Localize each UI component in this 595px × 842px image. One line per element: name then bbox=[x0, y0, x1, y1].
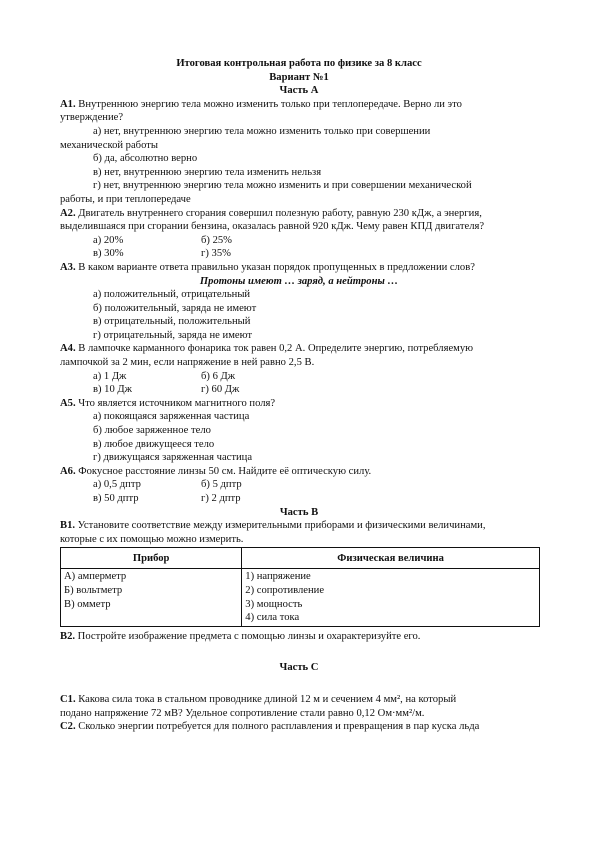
part-a-heading: Часть А bbox=[279, 85, 319, 97]
question-text: Двигатель внутреннего сгорания совершил полезную работу, равную 230 кДж, а энергия, bbox=[75, 207, 482, 219]
answer-option: б) 6 Дж bbox=[201, 370, 236, 382]
answer-option: в) любое движущееся тело bbox=[93, 438, 215, 450]
variant-label: Вариант №1 bbox=[269, 71, 329, 83]
question-text: В лампочке карманного фонарика ток равен 0,2 А. Определите энергию, потребляемую bbox=[75, 343, 474, 355]
question-text: выделившаяся при сгорании бензина, оказалась равной 920 кДж. Чему равен КПД двигателя? bbox=[60, 221, 485, 233]
question-label: С1. bbox=[60, 693, 76, 705]
answer-option: г) отрицательный, заряда не имеют bbox=[93, 329, 252, 341]
part-c-heading: Часть С bbox=[279, 662, 319, 674]
question-b1 bbox=[60, 519, 538, 627]
answer-option: в) нет, внутреннюю энергию тела изменить нельзя bbox=[93, 166, 322, 178]
question-text: В каком варианте ответа правильно указан порядок пропущенных в предложении слов? bbox=[75, 261, 475, 273]
question-label: В2. bbox=[60, 630, 76, 642]
question-text: Внутреннюю энергию тела можно изменить только при теплопередаче. Верно ли это bbox=[75, 98, 462, 110]
quantity-item: 1) напряжение bbox=[245, 571, 311, 583]
question-text: Какова сила тока в стальном проводнике длиной 12 м и сечением 4 мм², на который bbox=[75, 693, 457, 705]
answer-option: б) любое заряженное тело bbox=[93, 425, 211, 437]
device-item: В) омметр bbox=[64, 598, 111, 610]
question-a5 bbox=[60, 397, 538, 465]
part-b-heading: Часть В bbox=[279, 506, 319, 518]
worksheet-page bbox=[60, 57, 538, 734]
question-text: Установите соответствие между измерительными приборами и физическими величинами, bbox=[75, 520, 486, 532]
question-text: лампочкой за 2 мин, если напряжение в ней равно 2,5 В. bbox=[60, 357, 315, 369]
answer-option: г) 35% bbox=[201, 248, 231, 260]
question-statement: Протоны имеют … заряд, а нейтроны … bbox=[199, 275, 399, 287]
matching-table bbox=[60, 547, 540, 626]
table-header-device: Прибор bbox=[61, 548, 242, 569]
question-text: подано напряжение 72 мВ? Удельное сопротивление стали равно 0,12 Ом·мм²/м. bbox=[60, 707, 425, 719]
answer-option: в) отрицательный, положительный bbox=[93, 316, 251, 328]
question-text: Фокусное расстояние линзы 50 см. Найдите её оптическую силу. bbox=[75, 465, 372, 477]
question-c1 bbox=[60, 693, 538, 720]
question-text: Сколько энергии потребуется для полного расплавления и превращения в пар куска льда bbox=[75, 721, 480, 733]
question-a4 bbox=[60, 342, 538, 396]
answer-option: б) 25% bbox=[201, 234, 232, 246]
table-row bbox=[61, 569, 540, 626]
device-item: Б) вольтметр bbox=[64, 584, 123, 596]
table-header-quantity: Физическая величина bbox=[242, 548, 540, 569]
question-label: А6. bbox=[60, 465, 76, 477]
answer-option: работы, и при теплопередаче bbox=[60, 193, 191, 205]
answer-option: в) 30% bbox=[93, 248, 124, 260]
device-item: А) амперметр bbox=[64, 571, 127, 583]
answer-option: а) 0,5 дптр bbox=[93, 479, 141, 491]
question-label: А4. bbox=[60, 343, 76, 355]
answer-option: б) положительный, заряда не имеют bbox=[93, 302, 257, 314]
question-a2 bbox=[60, 207, 538, 261]
question-b2 bbox=[60, 630, 538, 644]
answer-option: г) нет, внутреннюю энергию тела можно изменить и при совершении механической bbox=[93, 180, 472, 192]
worksheet-title: Итоговая контрольная работа по физике за 8 класс bbox=[176, 58, 422, 69]
answer-option: в) 10 Дж bbox=[93, 384, 132, 396]
question-c2 bbox=[60, 720, 538, 734]
question-label: В1. bbox=[60, 520, 76, 532]
answer-option: механической работы bbox=[60, 139, 158, 151]
answer-option: а) 20% bbox=[93, 234, 124, 246]
question-text: Постройте изображение предмета с помощью линзы и охарактеризуйте его. bbox=[75, 630, 421, 642]
question-label: С2. bbox=[60, 721, 76, 733]
question-a1 bbox=[60, 98, 538, 207]
question-text: утверждение? bbox=[60, 112, 124, 124]
question-label: А3. bbox=[60, 261, 76, 273]
answer-option: г) 60 Дж bbox=[201, 384, 240, 396]
answer-option: б) 5 дптр bbox=[201, 479, 242, 491]
quantity-item: 3) мощность bbox=[245, 598, 303, 610]
answer-option: а) 1 Дж bbox=[93, 370, 127, 382]
question-a6 bbox=[60, 465, 538, 506]
question-text: которые с их помощью можно измерить. bbox=[60, 533, 244, 545]
answer-option: а) положительный, отрицательный bbox=[93, 289, 251, 301]
question-label: А1. bbox=[60, 98, 76, 110]
question-text: Что является источником магнитного поля? bbox=[75, 397, 276, 409]
answer-option: г) движущаяся заряженная частица bbox=[93, 452, 253, 464]
quantity-list bbox=[242, 569, 540, 626]
answer-option: б) да, абсолютно верно bbox=[93, 153, 198, 165]
quantity-item: 4) сила тока bbox=[245, 612, 300, 624]
answer-option: в) 50 дптр bbox=[93, 493, 139, 504]
quantity-item: 2) сопротивление bbox=[245, 584, 325, 596]
question-label: А2. bbox=[60, 207, 76, 219]
question-a3 bbox=[60, 261, 538, 343]
question-label: А5. bbox=[60, 397, 76, 409]
answer-option: а) покоящаяся заряженная частица bbox=[93, 411, 250, 423]
answer-option: а) нет, внутреннюю энергию тела можно изменить только при совершении bbox=[93, 125, 431, 137]
answer-option: г) 2 дптр bbox=[201, 493, 241, 504]
device-list bbox=[61, 569, 242, 626]
